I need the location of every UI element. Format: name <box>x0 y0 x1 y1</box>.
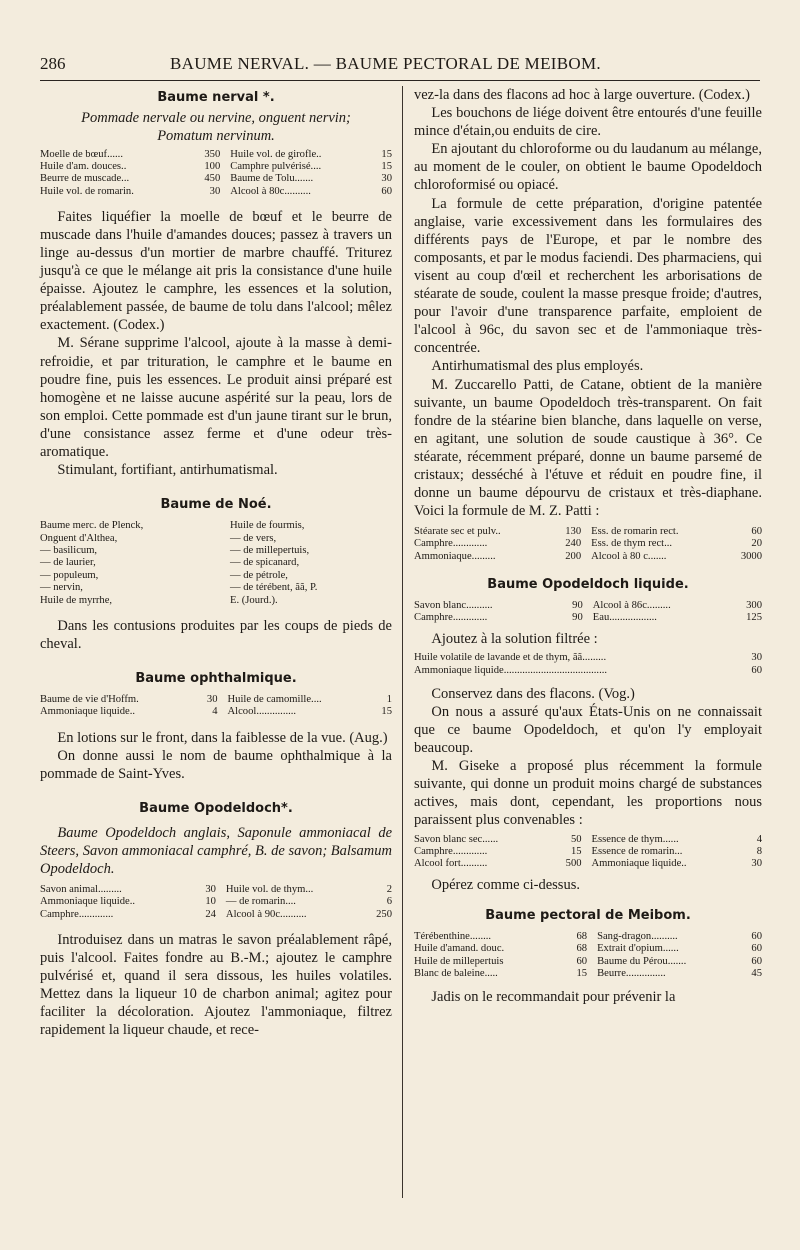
giseke-ingredients <box>414 834 762 871</box>
ingredient-row <box>414 612 762 624</box>
ingredient-quantity: 24 <box>205 908 216 920</box>
noe-ingredient: E. (Jourd.). <box>230 594 278 606</box>
noe-ingredient: — de laurier, <box>40 557 96 569</box>
ingredient-quantity: 300 <box>746 599 762 611</box>
ingredient-quantity: 500 <box>565 857 582 869</box>
ingredient-name: Moelle de bœuf...... <box>40 149 123 160</box>
right-column <box>414 86 762 1006</box>
section-title-meibom: Baume pectoral de Meibom. <box>485 908 691 924</box>
liquide-paragraph-1: Ajoutez à la solution filtrée : <box>431 631 598 648</box>
header-rule <box>40 80 760 81</box>
liquide-ingredients-2 <box>414 652 762 676</box>
right-paragraph-3: En ajoutant du chloroforme ou du laudanum au mélange, au moment de le couler, on obtient le baume Opodeldoch chloroformisé ou opiacé. <box>414 141 762 194</box>
noe-ingredient: — populeum, <box>40 569 99 581</box>
right-paragraph-6: M. Zuccarello Patti, de Catane, obtient de la manière suivante, un baume Opodeldoch très-transparent. On fait fondre de la stéarine bien blanche, dans laquelle on verse, en agitant, une solution de soude caustique à 36°. Ce stéarate, récemment préparé, donne un baume parsemé de cristaux; desséché à l'étuve et réduit en poudre fine, il donne un baume dépourvu de cristaux et très-diaphane. Voici la formule de M. Z. Patti : <box>414 376 762 520</box>
ingredient-name: Savon animal......... <box>40 884 122 896</box>
ingredient-quantity: 30 <box>751 652 762 664</box>
ingredient-row <box>40 149 392 161</box>
noe-ingredient: — de térébent, ãã, P. <box>230 582 318 594</box>
ingredient-quantity: 60 <box>381 185 392 197</box>
noe-ingredient: — nervin, <box>40 582 83 594</box>
section-title-noe: Baume de Noé. <box>160 497 272 513</box>
ingredient-quantity: 30 <box>381 173 392 185</box>
nerval-subtitle-1: Pommade nervale ou nervine, onguent nervin; <box>81 110 351 126</box>
liquide-paragraph-3: On nous a assuré qu'aux États-Unis on ne connaissait que ce baume Opodeldoch, et qu'on l'y employait beaucoup. <box>414 703 762 757</box>
ingredient-row <box>40 909 392 921</box>
ingredient-name: Alcool à 90c.......... <box>225 908 307 920</box>
ingredient-quantity: 200 <box>565 550 582 562</box>
ingredient-name: Sang-dragon.......... <box>597 931 678 943</box>
ophthal-ingredients <box>40 694 392 718</box>
ingredient-name: Ammoniaque liquide....................................... <box>414 664 608 676</box>
ingredient-name: Baume de vie d'Hoffm. <box>40 694 139 706</box>
ingredient-quantity: 50 <box>570 833 582 845</box>
ingredient-row <box>414 652 762 664</box>
ingredient-row <box>414 846 762 858</box>
ingredient-name: Blanc de baleine..... <box>414 967 498 979</box>
noe-column-2 <box>230 520 317 607</box>
section-title-opodeldoch: Baume Opodeldoch*. <box>139 800 293 816</box>
right-paragraph-2: Les bouchons de liége doivent être entourés d'une feuille mince d'étain,ou enduits de cire. <box>414 105 762 140</box>
liquide-paragraph-2: Conservez dans des flacons. (Vog.) <box>431 685 635 702</box>
ingredient-quantity: 60 <box>751 526 762 538</box>
ingredient-row <box>414 600 762 612</box>
nerval-paragraph-1: Faites liquéfier la moelle de bœuf et le beurre de muscade dans l'huile d'amandes douces; passez à travers un linge au-dessus d'un mortier de marbre chauffé. Triturez jusqu'à ce que le mélange ait pris la consistance d'une huile épaisse. Ajoutez le camphre, les essences et la solution, préalablement passée, de baume de tolu dans l'alcool; mêlez exactement. (Codex.) <box>40 208 392 334</box>
ingredient-row <box>40 884 392 896</box>
ingredient-row <box>414 956 762 968</box>
section-title-nerval: Baume nerval *. <box>157 90 275 105</box>
ingredient-row <box>414 858 762 870</box>
ingredient-quantity: 1 <box>386 694 392 706</box>
ingredient-name: Ess. de romarin rect. <box>591 526 679 538</box>
ingredient-quantity: 125 <box>746 612 762 624</box>
ingredient-name: Huile de camomille.... <box>227 694 322 706</box>
ingredient-quantity: 60 <box>751 664 762 676</box>
nerval-subtitle-2: Pomatum nervinum. <box>157 128 275 144</box>
ingredient-name: Huile d'amand. douc. <box>414 943 505 955</box>
liquide-paragraph-5: Opérez comme ci-dessus. <box>431 877 580 894</box>
ingredient-name: Ammoniaque liquide.. <box>591 857 687 869</box>
ingredient-quantity: 60 <box>751 943 762 955</box>
ingredient-name: Huile d'am. douces.. <box>40 161 127 173</box>
ingredient-name: Camphre............. <box>414 538 488 550</box>
ingredient-name: Baume de Tolu....... <box>230 173 314 185</box>
ingredient-name: Alcool fort.......... <box>414 857 488 869</box>
ingredient-name: Alcool............... <box>227 706 297 718</box>
section-title-ophthalmique: Baume ophthalmique. <box>135 671 297 687</box>
right-paragraph-1: vez-la dans des flacons ad hoc à large ouverture. (Codex.) <box>414 87 750 103</box>
noe-ingredient: — de millepertuis, <box>230 545 310 557</box>
noe-column-1 <box>40 520 230 607</box>
ingredient-name: Huile vol. de thym... <box>225 884 314 896</box>
ingredient-row <box>414 526 762 538</box>
ingredient-quantity: 130 <box>565 526 582 538</box>
noe-ingredient: Onguent d'Althea, <box>40 532 118 544</box>
page-number: 286 <box>40 54 66 73</box>
ingredient-name: Savon blanc.......... <box>414 599 493 611</box>
right-paragraph-4: La formule de cette préparation, d'origine patentée anglaise, varie excessivement dans les formulaires des différents pays de l'Europe, et par le nombre des composants, et par le modus faciendi. Des pharmaciens, qui visent au coup d'œil et recherchent les arborisations de stéarate de soude, coulent la masse presque froide; d'autres, pour l'avoir d'une transparence parfaite, emploient de l'alcool à 96c, du savon sec et de l'ammoniaque très-concentrée. <box>414 195 762 357</box>
ophthal-paragraph-2: On donne aussi le nom de baume ophthalmique à la pommade de Saint-Yves. <box>40 747 392 782</box>
ingredient-quantity: 45 <box>751 967 762 979</box>
ingredient-quantity: 240 <box>565 538 582 550</box>
ingredient-name: Beurre............... <box>597 967 666 979</box>
ingredient-quantity: 15 <box>381 161 392 173</box>
ingredient-row <box>414 665 762 677</box>
ingredient-name: Extrait d'opium...... <box>597 943 679 955</box>
ingredient-quantity: 60 <box>751 931 762 943</box>
ingredient-quantity: 60 <box>751 955 762 967</box>
ingredient-quantity: 4 <box>756 833 762 845</box>
patti-ingredients <box>414 526 762 563</box>
ingredient-row <box>414 538 762 550</box>
nerval-ingredients <box>40 149 392 198</box>
ingredient-row <box>40 896 392 908</box>
liquide-ingredients <box>414 600 762 624</box>
ingredient-name: Alcool à 80 c....... <box>591 550 667 562</box>
ingredient-quantity: 350 <box>204 149 221 160</box>
meibom-ingredients <box>414 931 762 980</box>
ingredient-quantity: 450 <box>204 173 221 185</box>
ingredient-quantity: 20 <box>751 538 762 550</box>
meibom-paragraph-1: Jadis on le recommandait pour prévenir la <box>431 989 676 1006</box>
ingredient-row <box>40 694 392 706</box>
ingredient-quantity: 4 <box>212 706 218 718</box>
ingredient-name: Huile vol. de girofle.. <box>230 149 322 160</box>
ingredient-row <box>40 186 392 198</box>
ingredient-name: Ammoniaque liquide.. <box>40 706 136 718</box>
left-column <box>40 86 392 1039</box>
opodeldoch-ingredients <box>40 884 392 921</box>
nerval-paragraph-2: M. Sérane supprime l'alcool, ajoute à la masse à demi-refroidie, et par trituration, le camphre et le baume en poudre fine, puis les essences. Le produit ainsi préparé est homogène et ne laisse aucune aspérité sur la peau, lors de son emploi. Cette pommade est d'un jaune tirant sur le brun, d'une consistance assez ferme et d'une odeur très-aromatique. <box>40 335 392 461</box>
noe-ingredient: Baume merc. de Plenck, <box>40 520 144 532</box>
noe-ingredient: — basilicum, <box>40 545 98 557</box>
liquide-paragraph-4: M. Giseke a proposé plus récemment la formule suivante, qui donne un produit moins chargé de substances actives, mais dont, cependant, les proportions nous paraissent plus convenables : <box>414 758 762 829</box>
ingredient-quantity: 90 <box>572 599 583 611</box>
ingredient-name: Savon blanc sec...... <box>414 833 499 845</box>
ingredient-row <box>414 551 762 563</box>
ingredient-quantity: 30 <box>751 857 762 869</box>
section-title-opodeldoch-liquide: Baume Opodeldoch liquide. <box>487 576 689 592</box>
ingredient-name: — de romarin.... <box>225 896 296 908</box>
ingredient-row <box>414 931 762 943</box>
running-title: BAUME NERVAL. — BAUME PECTORAL DE MEIBOM. <box>170 54 601 73</box>
ingredient-row <box>414 943 762 955</box>
ophthal-paragraph-1: En lotions sur le front, dans la faiblesse de la vue. (Aug.) <box>57 729 388 746</box>
ingredient-name: Ammoniaque liquide.. <box>40 896 136 908</box>
ingredient-quantity: 15 <box>381 706 392 718</box>
ingredient-quantity: 30 <box>209 185 221 197</box>
ingredient-name: Ess. de thym rect... <box>591 538 673 550</box>
ingredient-quantity: 30 <box>205 884 216 896</box>
nerval-paragraph-3: Stimulant, fortifiant, antirhumatismal. <box>57 462 278 479</box>
ingredient-quantity: 8 <box>756 845 762 857</box>
ingredient-quantity: 68 <box>576 931 588 943</box>
ingredient-name: Camphre............. <box>40 908 114 920</box>
ingredient-name: Camphre............. <box>414 612 488 624</box>
ingredient-row <box>40 173 392 185</box>
opodeldoch-paragraph-1: Introduisez dans un matras le savon préalablement râpé, puis l'alcool. Faites fondre au B.-M.; ajoutez le camphre pulvérisé et, quand il sera dissous, les huiles volatiles. Mettez dans la liqueur 10 de charbon animal; agitez pour faciliter la décoloration. Ajoutez l'ammoniaque, filtrez rapidement la liqueur chaude, et rece- <box>40 931 392 1039</box>
ingredient-quantity: 15 <box>570 845 582 857</box>
ingredient-quantity: 10 <box>205 896 216 908</box>
ingredient-row <box>40 161 392 173</box>
ingredient-quantity: 250 <box>376 908 392 920</box>
noe-ingredient: — de pétrole, <box>230 569 288 581</box>
ingredient-name: Alcool à 86c......... <box>592 599 671 611</box>
ingredient-row <box>414 834 762 846</box>
noe-ingredient: Huile de myrrhe, <box>40 594 113 606</box>
ingredient-row <box>40 706 392 718</box>
ingredient-quantity: 2 <box>386 884 392 896</box>
ingredient-name: Essence de thym...... <box>591 833 679 845</box>
ingredient-name: Huile volatile de lavande et de thym, ãã......... <box>414 652 607 664</box>
noe-paragraph: Dans les contusions produites par les coups de pieds de cheval. <box>40 618 392 653</box>
right-paragraph-5: Antirhumatismal des plus employés. <box>431 358 644 375</box>
ingredient-quantity: 100 <box>204 161 221 173</box>
ingredient-quantity: 30 <box>206 694 218 706</box>
noe-ingredient: — de spicanard, <box>230 557 300 569</box>
noe-ingredients <box>40 520 392 607</box>
ingredient-name: Ammoniaque......... <box>414 550 496 562</box>
ingredient-quantity: 3000 <box>740 550 762 562</box>
ingredient-name: Térébenthine........ <box>414 931 492 943</box>
ingredient-name: Huile vol. de romarin. <box>40 185 134 197</box>
ingredient-quantity: 15 <box>381 149 392 160</box>
ingredient-quantity: 90 <box>572 612 583 624</box>
ingredient-row <box>414 968 762 980</box>
ingredient-name: Huile de millepertuis <box>414 955 504 967</box>
ingredient-quantity: 60 <box>576 955 588 967</box>
noe-ingredient: Huile de fourmis, <box>230 520 305 532</box>
ingredient-name: Camphre pulvérisé.... <box>230 161 322 173</box>
ingredient-quantity: 15 <box>576 967 588 979</box>
column-divider <box>402 86 403 1198</box>
ingredient-name: Essence de romarin... <box>591 845 683 857</box>
running-header <box>40 54 760 80</box>
ingredient-name: Baume du Pérou....... <box>597 955 687 967</box>
ingredient-name: Eau.................. <box>592 612 657 624</box>
opodeldoch-synonyms: Baume Opodeldoch anglais, Saponule ammoniacal de Steers, Savon ammoniacal camphré, B. de savon; Balsamum Opodeldoch. <box>40 824 392 878</box>
noe-ingredient: — de vers, <box>230 532 277 544</box>
ingredient-quantity: 6 <box>386 896 392 908</box>
ingredient-name: Camphre............. <box>414 845 488 857</box>
ingredient-name: Alcool à 80c.......... <box>230 185 311 197</box>
ingredient-name: Stéarate sec et pulv.. <box>414 526 501 538</box>
ingredient-name: Beurre de muscade... <box>40 173 130 185</box>
ingredient-quantity: 68 <box>576 943 588 955</box>
